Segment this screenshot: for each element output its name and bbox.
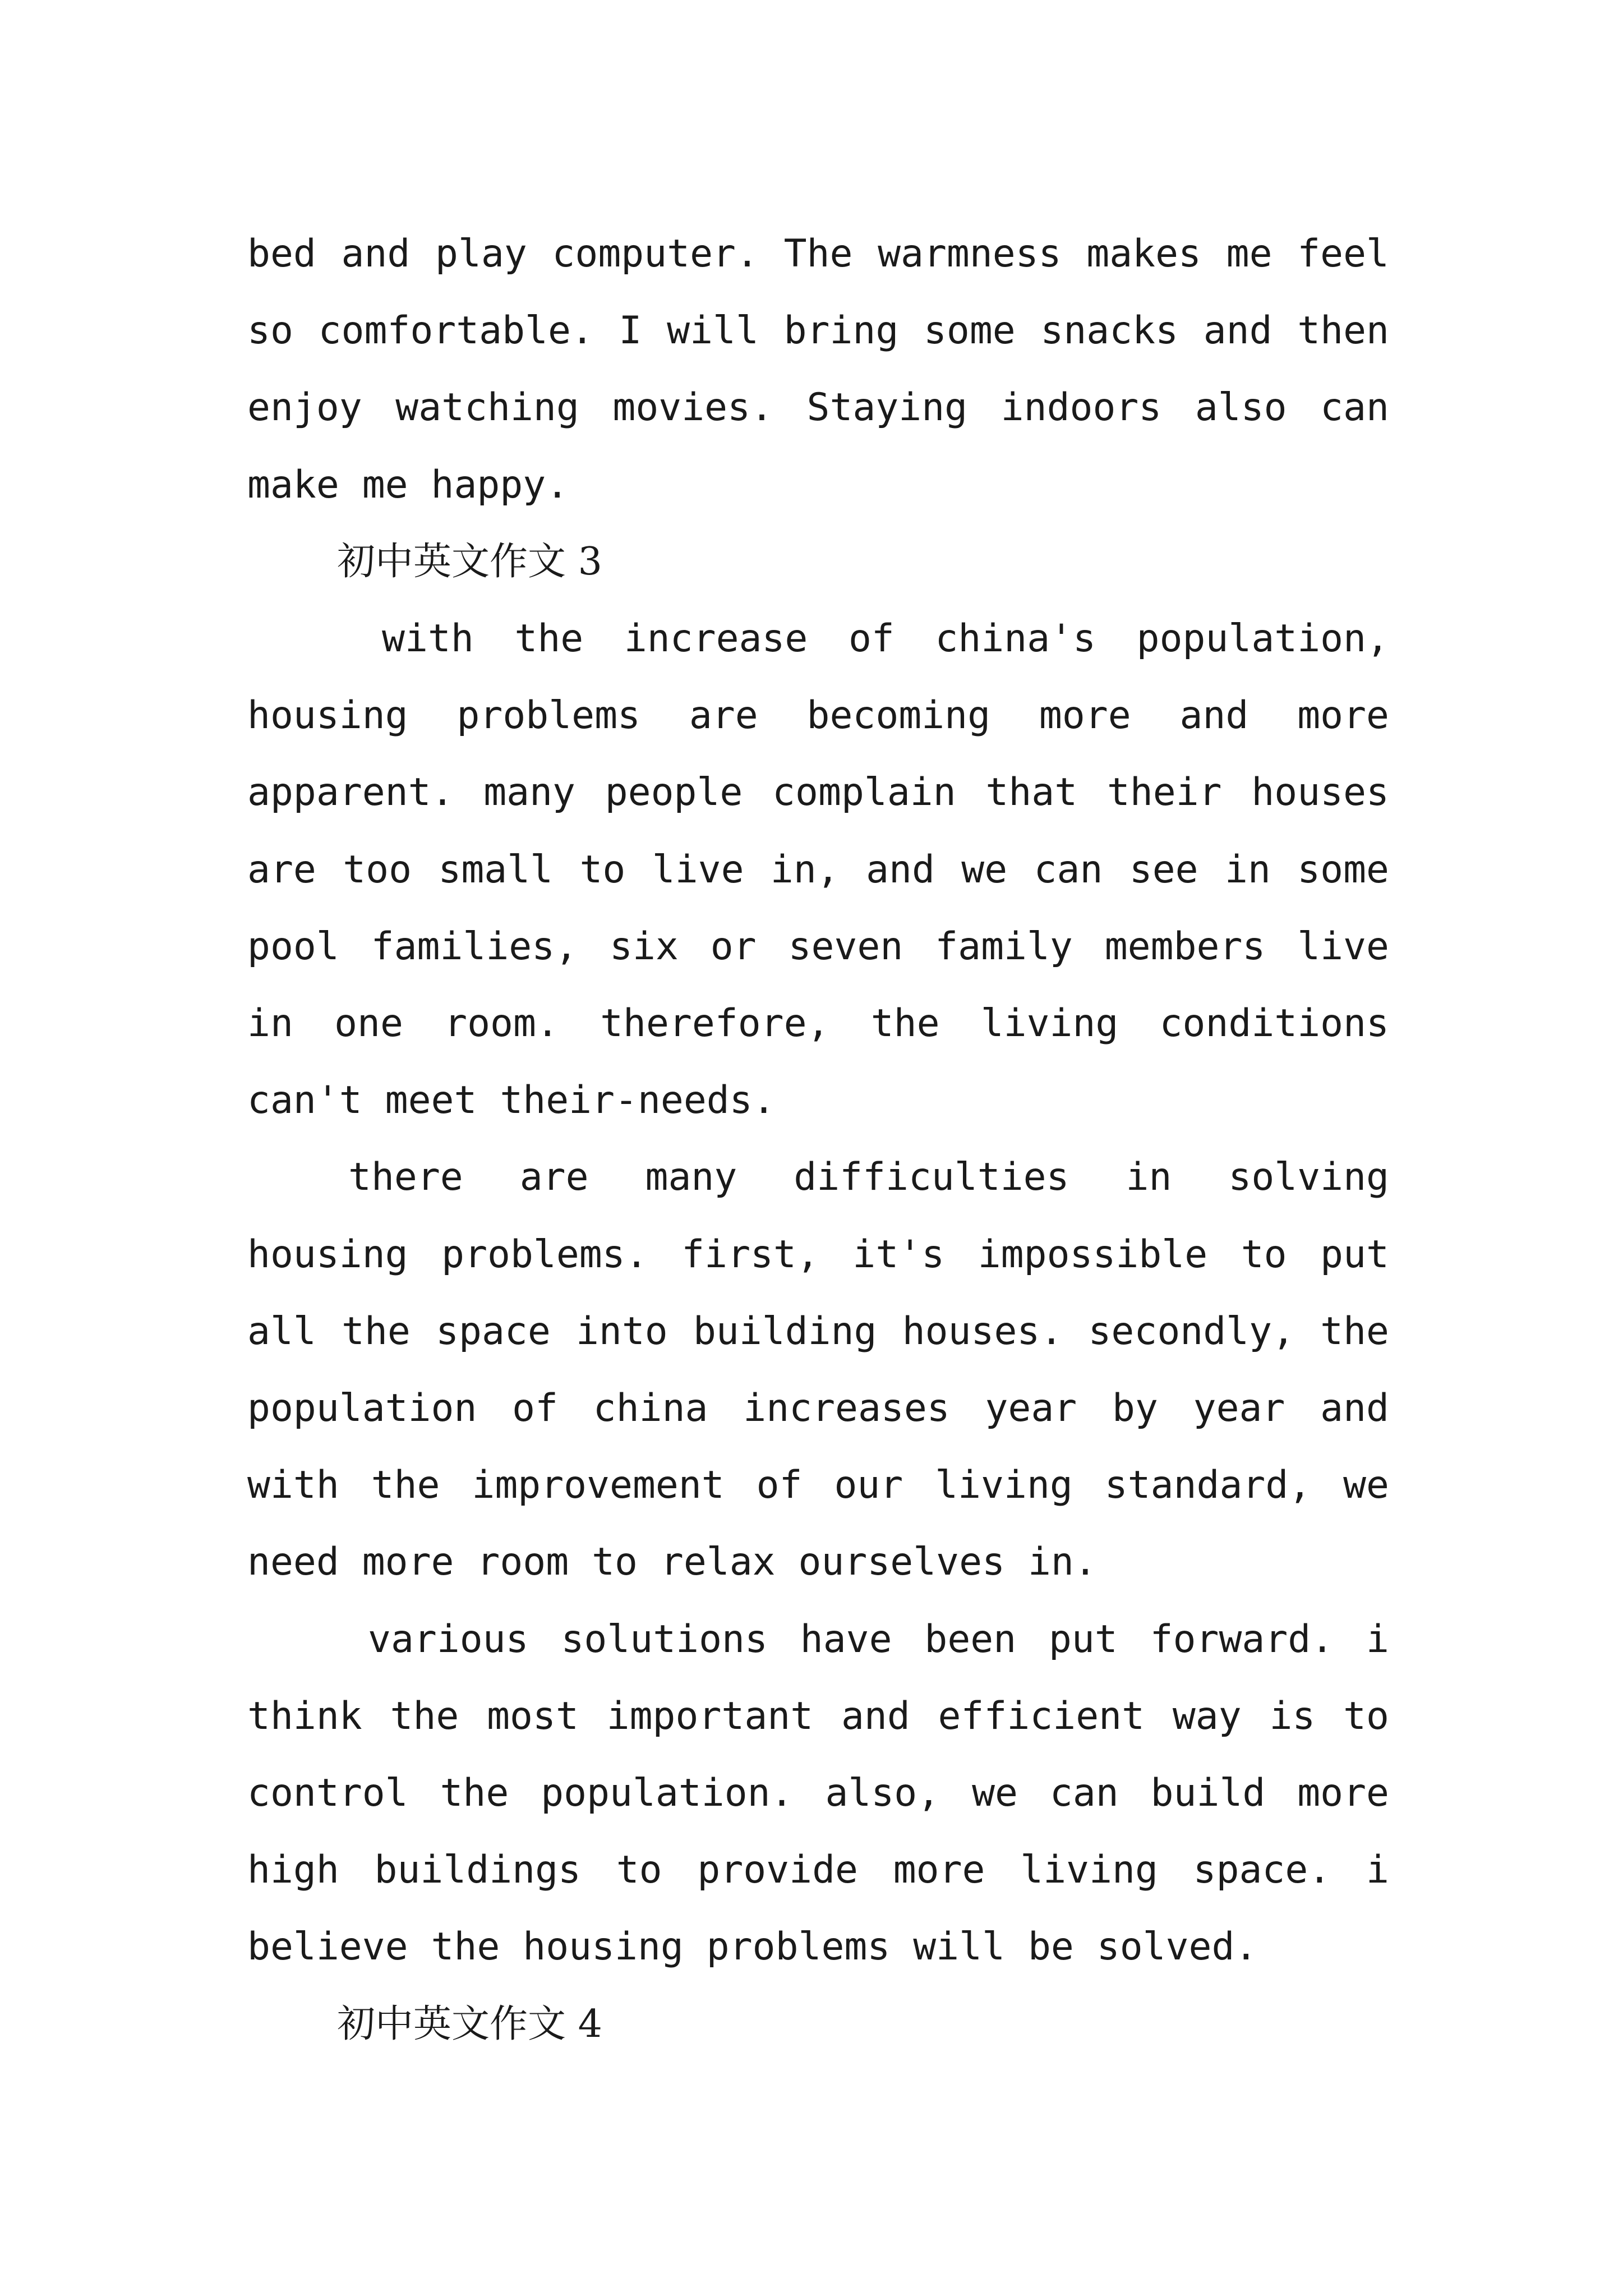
essay-heading-3: 初中英文作文 3: [337, 539, 602, 584]
paragraph-continuation: bed and play computer. The warmness makes me feel so comfortable. I will bring some snacks and then enjoy watching movies. Staying indoors also can make me happy.: [247, 232, 1389, 507]
essay-heading-4: 初中英文作文 4: [337, 2001, 602, 2046]
document-body: [247, 215, 1389, 2063]
paragraph-housing-difficulties: there are many difficulties in solving housing problems. first, it's impossible to put all the space into building houses. secondly, the population of china increases year by year and with the improvement of our living standard, we need more room to relax ourselves in.: [247, 1155, 1389, 1585]
paragraph-housing-intro: with the increase of china's population, housing problems are becoming more and more apparent. many people complain that their houses are too small to live in, and we can see in some pool families, six or seven family members live in one room. therefore, the living conditions can't meet their-needs.: [247, 616, 1389, 1123]
paragraph-housing-solutions: various solutions have been put forward. i think the most important and efficient way is to control the population. also, we can build more high buildings to provide more living space. i believe the housing problems will be solved.: [247, 1617, 1389, 1970]
